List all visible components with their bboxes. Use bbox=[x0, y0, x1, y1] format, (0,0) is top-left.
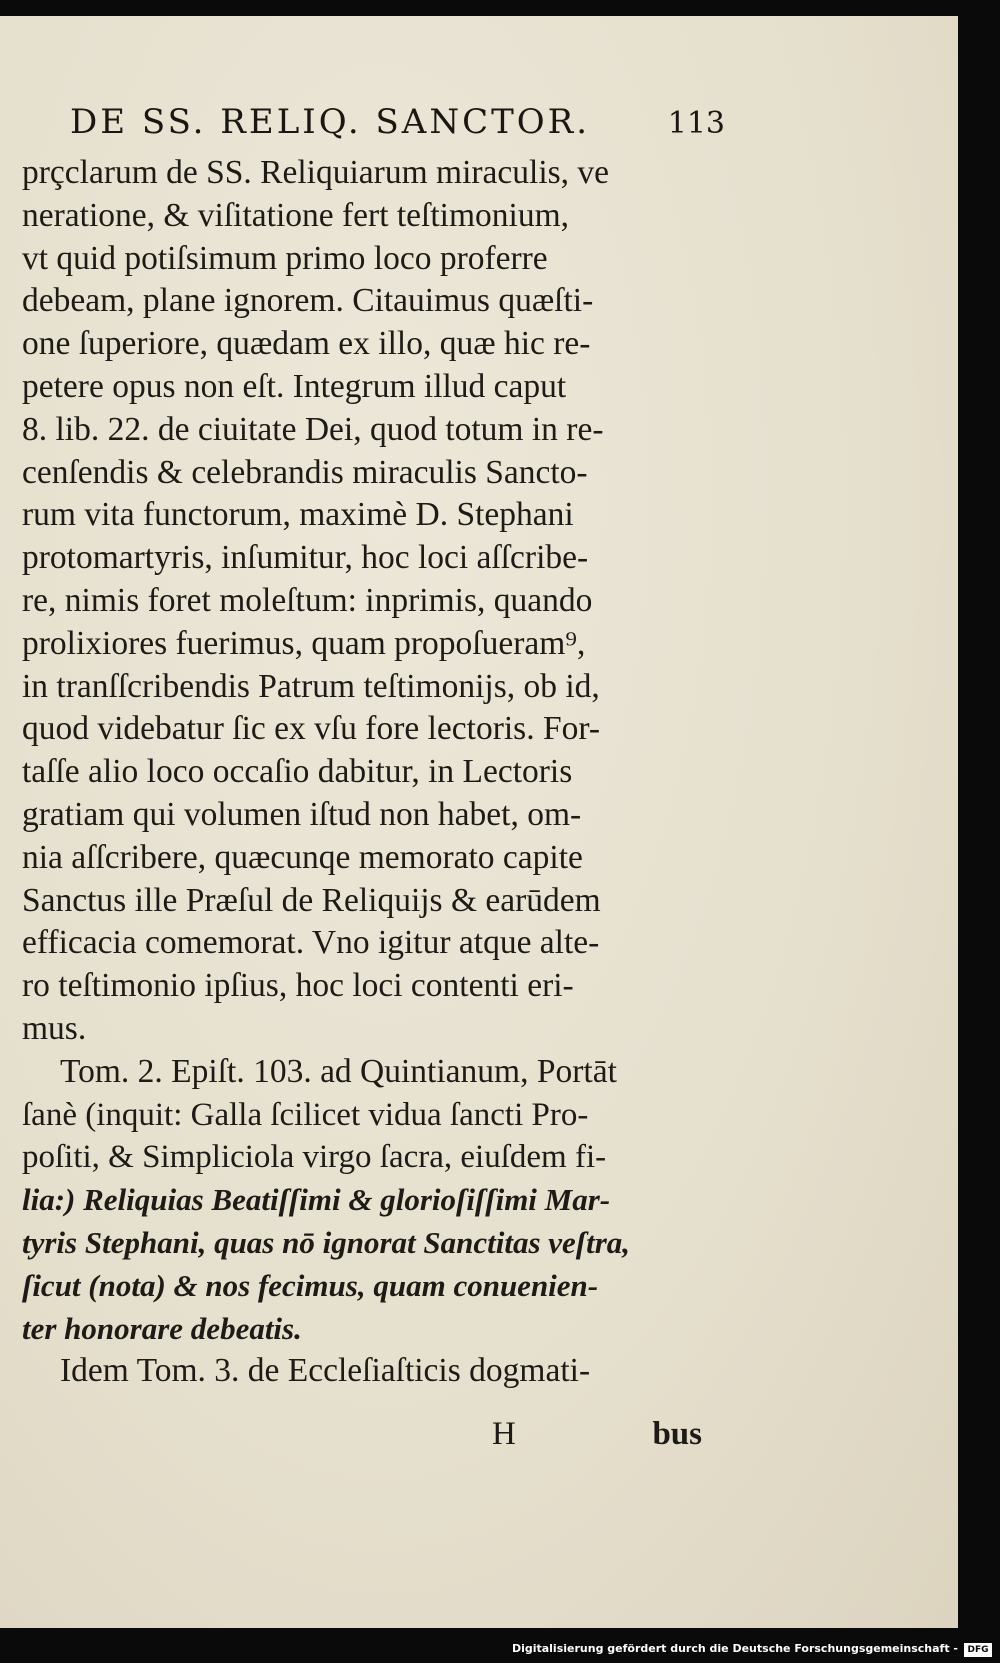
digitization-credit-bar bbox=[0, 1640, 1000, 1663]
text-line: poſiti, & Simpliciola virgo ſacra, eiuſdem fi- bbox=[22, 1139, 607, 1176]
text-line: vt quid potiſsimum primo loco proferre bbox=[22, 239, 548, 277]
page-number: 113 bbox=[667, 106, 725, 141]
text-line: taſſe alio loco occaſio dabitur, in Lectoris bbox=[22, 753, 573, 791]
text-line: cenſendis & celebrandis miraculis Sancto- bbox=[22, 453, 588, 491]
text-line: in tranſſcribendis Patrum teſtimonijs, ob id, bbox=[22, 667, 600, 705]
quote-line: ter honorare debeatis. bbox=[22, 1310, 302, 1346]
text-line: Sanctus ille Præſul de Reliquijs & earūdem bbox=[22, 881, 601, 919]
text-line: prolixiores fuerimus, quam propoſueram⁹, bbox=[22, 624, 586, 662]
quote-line: ſicut (nota) & nos fecimus, quam conuenien- bbox=[22, 1267, 599, 1303]
text-line: mus. bbox=[22, 1009, 87, 1047]
text-line: nia aſſcribere, quæcunqe memorato capite bbox=[22, 838, 583, 876]
running-head-title: DE SS. RELIQ. SANCTOR. bbox=[70, 102, 591, 142]
text-line: ſanè (inquit: Galla ſcilicet vidua ſancti Pro- bbox=[22, 1096, 589, 1133]
signature-mark: H bbox=[492, 1416, 516, 1452]
text-line: quod videbatur ſic ex vſu fore lectoris. For- bbox=[22, 710, 600, 748]
body-text bbox=[22, 152, 712, 1393]
text-line: protomartyris, inſumitur, hoc loci aſſcribe- bbox=[22, 539, 589, 577]
book-page bbox=[0, 16, 958, 1628]
text-line: prçclarum de SS. Reliquiarum miraculis, ve bbox=[22, 154, 610, 191]
text-line: one ſuperiore, quædam ex illo, quæ hic re- bbox=[22, 325, 591, 363]
text-line: Tom. 2. Epiſt. 103. ad Quintianum, Portāt bbox=[60, 1052, 617, 1090]
text-line: re, nimis foret moleſtum: inprimis, quando bbox=[22, 581, 593, 619]
quote-line: lia:) Reliquias Beatiſſimi & glorioſiſſimi Mar- bbox=[22, 1182, 611, 1218]
text-line: debeam, plane ignorem. Citauimus quæſti- bbox=[22, 282, 594, 320]
text-line: Idem Tom. 3. de Eccleſiaſticis dogmati- bbox=[60, 1352, 591, 1390]
text-line: petere opus non eſt. Integrum illud caput bbox=[22, 367, 567, 405]
running-head bbox=[70, 102, 725, 150]
catchword: bus bbox=[652, 1416, 702, 1452]
text-line: gratiam qui volumen iſtud non habet, om- bbox=[22, 795, 582, 833]
credit-text: Digitalisierung gefördert durch die Deutsche Forschungsgemeinschaft - bbox=[511, 1642, 958, 1655]
text-line: efficacia comemorat. Vno igitur atque alte- bbox=[22, 924, 600, 962]
text-line: neratione, & viſitatione fert teſtimonium, bbox=[22, 196, 570, 234]
text-line: rum vita functorum, maximè D. Stephani bbox=[22, 496, 574, 534]
quote-line: tyris Stephani, quas nō ignorat Sanctitas veſtra, bbox=[22, 1224, 631, 1260]
dfg-logo: DFG bbox=[964, 1643, 992, 1657]
page-foot bbox=[22, 1416, 712, 1461]
text-line: 8. lib. 22. de ciuitate Dei, quod totum in re- bbox=[22, 410, 604, 448]
text-line: ro teſtimonio ipſius, hoc loci contenti eri- bbox=[22, 967, 574, 1005]
